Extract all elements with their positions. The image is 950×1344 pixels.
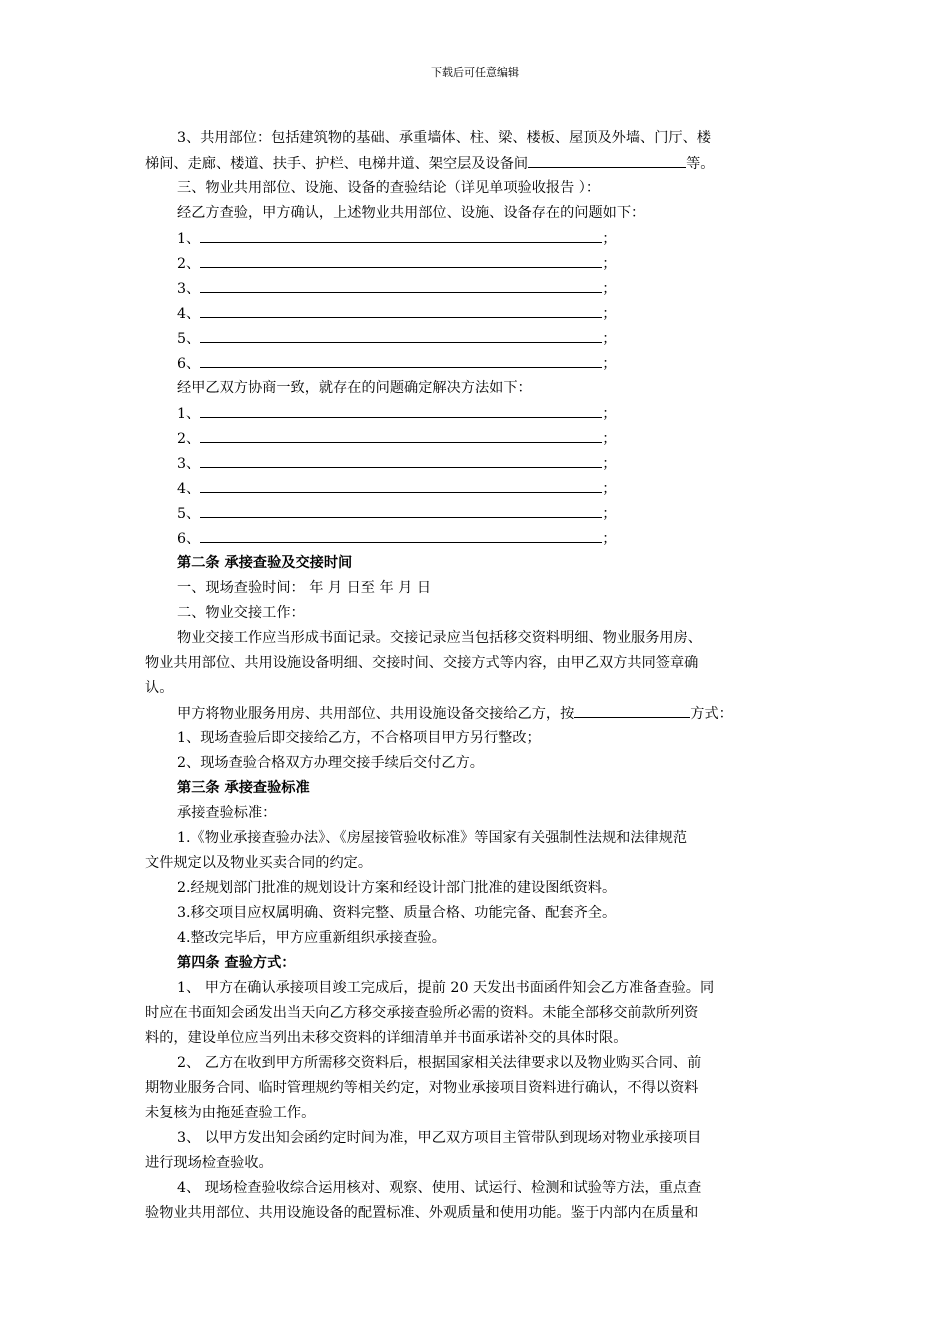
standard-item-3: 3.移交项目应权属明确、资料完整、质量合格、功能完备、配套齐全。 <box>177 905 617 921</box>
shared-parts-line1: 3、共用部位：包括建筑物的基础、承重墙体、柱、梁、楼板、屋顶及外墙、门厅、楼 <box>177 130 711 146</box>
item-number: 6、 <box>177 356 201 372</box>
blank-field[interactable] <box>200 228 602 243</box>
blank-field[interactable] <box>200 403 602 418</box>
page-header-note: 下载后可任意编辑 <box>431 66 519 79</box>
method-1-line3: 料的，建设单位应当列出未移交资料的详细清单并书面承诺补交的具体时限。 <box>145 1030 628 1046</box>
semicolon: ； <box>602 456 617 472</box>
standard-item-2: 2.经规划部门批准的规划设计方案和经设计部门批准的建设图纸资料。 <box>177 880 617 896</box>
standard-item-1-line2: 文件规定以及物业买卖合同的约定。 <box>145 855 373 871</box>
article-4-title: 第四条 查验方式： <box>177 955 296 971</box>
semicolon: ； <box>602 331 617 347</box>
handover-para-line2: 物业共用部位、共用设施设备明细、交接时间、交接方式等内容，由甲乙双方共同签章确 <box>145 655 699 671</box>
semicolon: ； <box>602 506 617 522</box>
method-4-line2: 验物业共用部位、共用设施设备的配置标准、外观质量和使用功能。鉴于内部内在质量和 <box>145 1205 699 1221</box>
handover-heading: 二、物业交接工作： <box>177 605 305 621</box>
item-number: 1、 <box>177 406 201 422</box>
blank-field[interactable] <box>200 478 602 493</box>
problem-item-6 <box>177 353 616 374</box>
method-1-line1: 1、 甲方在确认承接项目竣工完成后，提前 20 天发出书面函件知会乙方准备查验。同 <box>177 980 715 996</box>
item-number: 1、 <box>177 231 201 247</box>
solution-intro: 经甲乙双方协商一致，就存在的问题确定解决方法如下： <box>177 380 532 396</box>
item-number: 5、 <box>177 506 201 522</box>
conclusion-title: 三、物业共用部位、设施、设备的查验结论（详见单项验收报告 ）： <box>177 180 601 196</box>
method-2-line1: 2、 乙方在收到甲方所需移交资料后，根据国家相关法律要求以及物业购买合同、前 <box>177 1055 702 1071</box>
inspection-time: 一、现场查验时间： 年 月 日至 年 月 日 <box>177 580 432 596</box>
semicolon: ； <box>602 406 617 422</box>
handover-method-line <box>177 703 733 724</box>
method-3-line2: 进行现场检查验收。 <box>145 1155 273 1171</box>
shared-parts-line2-end: 等。 <box>686 156 715 172</box>
problem-item-5 <box>177 328 616 349</box>
handover-para-line3: 认。 <box>145 680 174 696</box>
problem-item-2 <box>177 253 616 274</box>
solution-item-2 <box>177 428 616 449</box>
shared-parts-line2 <box>145 153 714 174</box>
blank-field[interactable] <box>200 353 602 368</box>
method-3-line1: 3、 以甲方发出知会函约定时间为准，甲乙双方项目主管带队到现场对物业承接项目 <box>177 1130 702 1146</box>
item-number: 2、 <box>177 431 201 447</box>
standard-item-4: 4.整改完毕后，甲方应重新组织承接查验。 <box>177 930 446 946</box>
blank-field[interactable] <box>200 503 602 518</box>
semicolon: ； <box>602 531 617 547</box>
handover-method-text: 甲方将物业服务用房、共用部位、共用设施设备交接给乙方，按 <box>177 706 575 722</box>
solution-item-6 <box>177 528 616 549</box>
item-number: 6、 <box>177 531 201 547</box>
semicolon: ； <box>602 256 617 272</box>
solution-item-5 <box>177 503 616 524</box>
method-1-line2: 时应在书面知会函发出当天向乙方移交承接查验所必需的资料。未能全部移交前款所列资 <box>145 1005 699 1021</box>
handover-option-1: 1、现场查验后即交接给乙方，不合格项目甲方另行整改； <box>177 730 541 746</box>
item-number: 3、 <box>177 456 201 472</box>
item-number: 4、 <box>177 306 201 322</box>
handover-option-2: 2、现场查验合格双方办理交接手续后交付乙方。 <box>177 755 484 771</box>
semicolon: ； <box>602 281 617 297</box>
solution-item-4 <box>177 478 616 499</box>
blank-field[interactable] <box>200 253 602 268</box>
conclusion-intro: 经乙方查验，甲方确认，上述物业共用部位、设施、设备存在的问题如下： <box>177 205 646 221</box>
blank-field[interactable] <box>200 528 602 543</box>
blank-field[interactable] <box>200 453 602 468</box>
item-number: 2、 <box>177 256 201 272</box>
solution-item-3 <box>177 453 616 474</box>
method-4-line1: 4、 现场检查验收综合运用核对、观察、使用、试运行、检测和试验等方法，重点查 <box>177 1180 702 1196</box>
solution-item-1 <box>177 403 616 424</box>
problem-item-1 <box>177 228 616 249</box>
problem-item-4 <box>177 303 616 324</box>
method-2-line2: 期物业服务合同、临时管理规约等相关约定，对物业承接项目资料进行确认，不得以资料 <box>145 1080 699 1096</box>
handover-para-line1: 物业交接工作应当形成书面记录。交接记录应当包括移交资料明细、物业服务用房、 <box>177 630 702 646</box>
blank-field[interactable] <box>574 703 690 718</box>
article-3-title: 第三条 承接查验标准 <box>177 780 310 796</box>
item-number: 4、 <box>177 481 201 497</box>
semicolon: ； <box>602 231 617 247</box>
semicolon: ； <box>602 356 617 372</box>
problem-item-3 <box>177 278 616 299</box>
item-number: 3、 <box>177 281 201 297</box>
standard-item-1-line1: 1.《物业承接查验办法》、《房屋接管验收标准》等国家有关强制性法规和法律规范 <box>177 830 688 846</box>
blank-field[interactable] <box>528 153 686 168</box>
blank-field[interactable] <box>200 328 602 343</box>
method-2-line3: 未复核为由拖延查验工作。 <box>145 1105 316 1121</box>
blank-field[interactable] <box>200 428 602 443</box>
semicolon: ； <box>602 481 617 497</box>
semicolon: ； <box>602 431 617 447</box>
semicolon: ； <box>602 306 617 322</box>
blank-field[interactable] <box>200 303 602 318</box>
standard-intro: 承接查验标准： <box>177 805 277 821</box>
shared-parts-line2-text: 梯间、走廊、楼道、扶手、护栏、电梯井道、架空层及设备间 <box>145 156 529 172</box>
article-2-title: 第二条 承接查验及交接时间 <box>177 555 353 571</box>
item-number: 5、 <box>177 331 201 347</box>
handover-method-end: 方式： <box>690 706 733 722</box>
blank-field[interactable] <box>200 278 602 293</box>
